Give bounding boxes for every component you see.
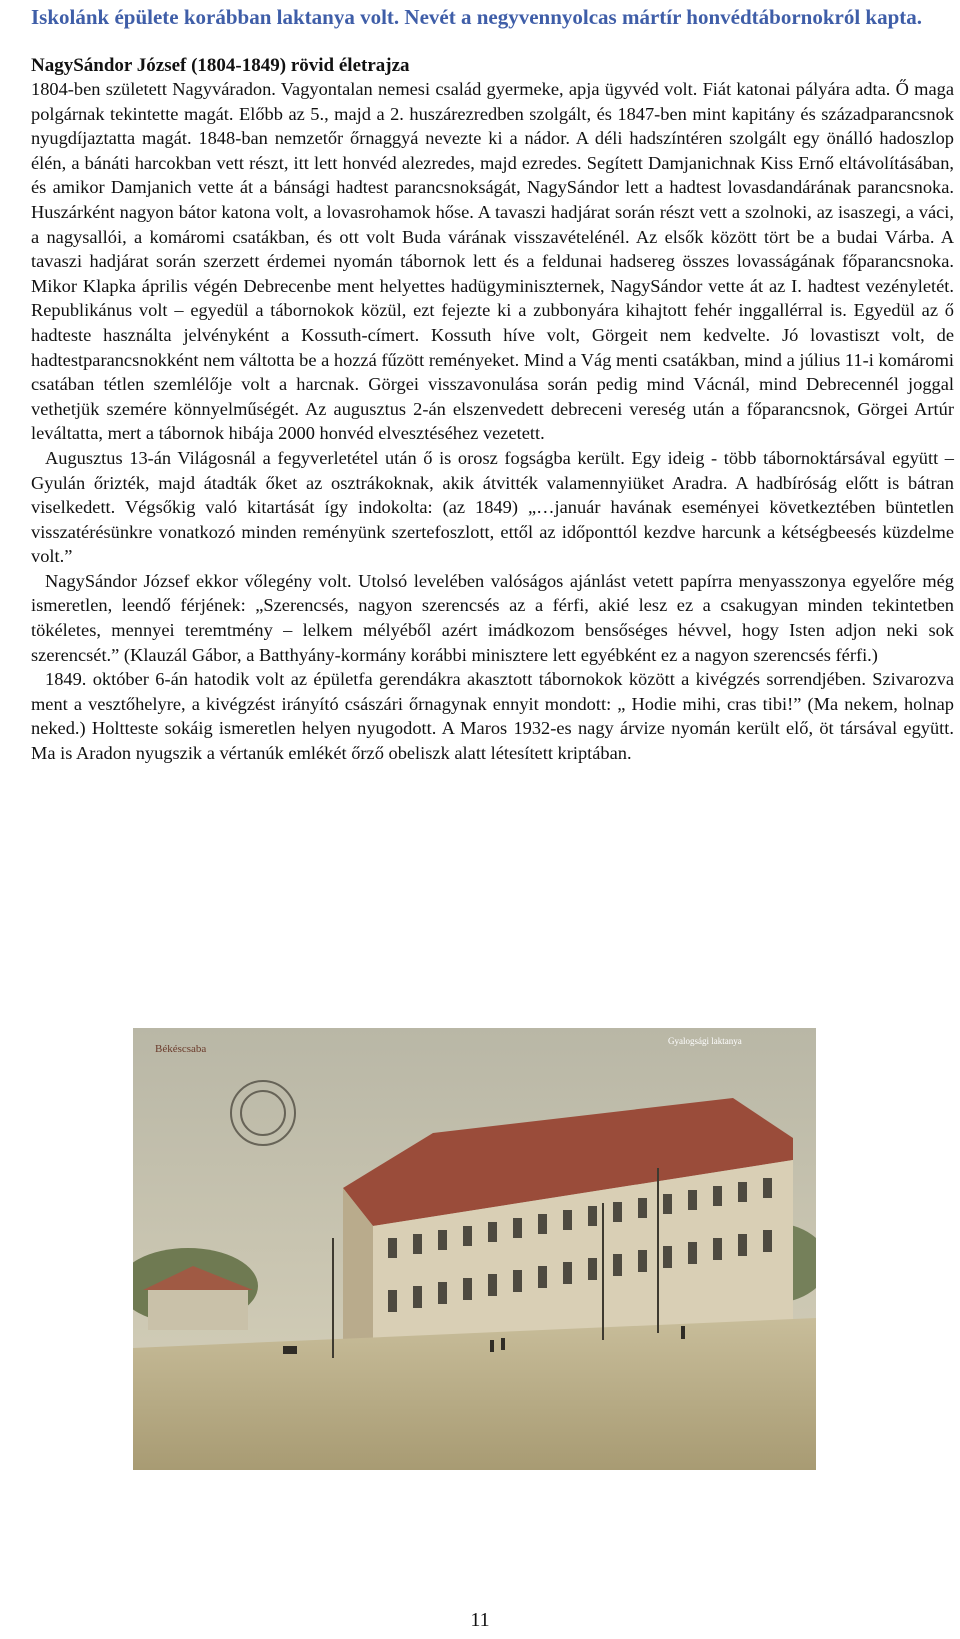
biography-paragraph-3: NagySándor József ekkor vőlegény volt. Utolsó levelében valóságos ajánlást vetett papírra menyasszonya egyelőre még ismeretlen, leendő férjének: „Szerencsés, nagyon szerencsés az a férfi, akié lesz ez a csakugyan minden tekintetben tökéletes, mennyei teremtmény – lelkem mélyéből azért imádkozom bensőséges hévvel, hogy Isten adjon neki sok szerencsét.” (Klauzál Gábor, a Batthyány-kormány korábbi minisztere lett egyébként ez a nagyon szerencsés férfi.)	[31, 570, 954, 665]
page-heading: Iskolánk épülete korábban laktanya volt. Nevét a negyvennyolcas mártír honvédtábornokról kapta.	[31, 5, 923, 29]
barracks-postcard-photo	[133, 1028, 816, 1470]
biography-paragraph-1: 1804-ben született Nagyváradon. Vagyontalan nemesi család gyermeke, apja ügyvéd volt. Fiát katonai pályára adta. Ő maga polgárnak tekintette magát. Előbb az 5., majd a 2. huszárezredben szolgált, és 1847-ben mint kapitány és századparancsnok nyugdíjaztatta magát. 1848-ban nemzetőr őrnaggyá nevezte ki a nádor. A déli hadszíntéren szolgált egy önálló hadoszlop élén, a bánáti harcokban vett részt, itt lett honvéd alezredes, majd ezredes. Segített Damjanichnak Kiss Ernő eltávolításában, és amikor Damjanich vette át a bánsági hadtest parancsnokságát, NagySándor lett a hadtest lovasdandárának parancsnoka. Huszárként nagyon bátor katona volt, a lovasrohamok hőse. A tavaszi hadjárat során részt vett a szolnoki, az isaszegi, a váci, a nagysallói, a komáromi csatákban, és ott volt Buda várának visszavételénél. Az elsők között tört be a budai Várba. A tavaszi hadjárat során szerzett érdemei nyomán tábornok lett és a feldunai hadsereg összes lovasságának főparancsnoka. Mikor Klapka április végén Debrecenbe ment helyettes hadügyminiszternek, NagySándor vette át az I. hadtest vezényletét. Republikánus volt – egyedül a tábornokok közül, ezt fejezte ki a zubbonyára kihajtott fehér inggallérral is. Egyedül az ő hadteste használta jelvényként a Kossuth-címert. Kossuth híve volt, Görgeit nem kedvelte. Jó lovastiszt volt, de hadtestparancsnokként nem váltotta be a hozzá fűzött reményeket. Mind a Vág menti csatákban, mind a július 11-i komáromi csatában tétlen szemlélője volt a harcnak. Görgei visszavonulása során pedig mind Vácnál, mind Debrecennél joggal vethetjük szemére könnyelműségét. Az augusztus 2-án elszenvedett debreceni vereség után a főparancsnok, Görgei Artúr leváltatta, mert a tábornok hibája 2000 honvéd elvesztéséhez vezetett.	[31, 79, 954, 444]
document-page	[31, 0, 954, 766]
biography-paragraph-2: Augusztus 13-án Világosnál a fegyverletétel után ő is orosz fogságba került. Egy ideig - több tábornoktársával együtt – Gyulán őrizték, majd átadták őket az osztrákoknak, akik átvitték valamennyiüket Aradra. A hadbíróság előtt is bátran viselkedett. Végsőkig való kitartását így indokolta: (az 1849) „…január havának eseményei következtében büntetlen visszatérésünkre vonatkozó minden reményünk szertefoszlott, ettől az időponttól kezdve harcunk a kétségbeesés küzdelme volt.”	[31, 447, 954, 567]
biography-paragraph-4: 1849. október 6-án hatodik volt az épületfa gerendákra akasztott tábornokok között a kivégzés sorrendjében. Szivarozva ment a vesztőhelyre, a kivégzést irányító császári őrnagynak ennyit mondott: „ Hodie mihi, cras tibi!” (Ma nekem, holnap neked.) Holtteste sokáig ismeretlen helyen nyugodott. A Maros 1932-es nagy árvize nyomán került elő, öt társával együtt. Ma is Aradon nyugszik a vértanúk emlékét őrző obeliszk alatt létesített kriptában.	[31, 669, 954, 764]
page-number: 11	[470, 1609, 490, 1631]
photo-caption-left: Békéscsaba	[155, 1043, 207, 1055]
photo-caption-right: Gyalogsági laktanya	[668, 1036, 742, 1046]
biography-title: NagySándor József (1804-1849) rövid életrajza	[31, 55, 410, 76]
small-house-wall	[148, 1290, 248, 1330]
